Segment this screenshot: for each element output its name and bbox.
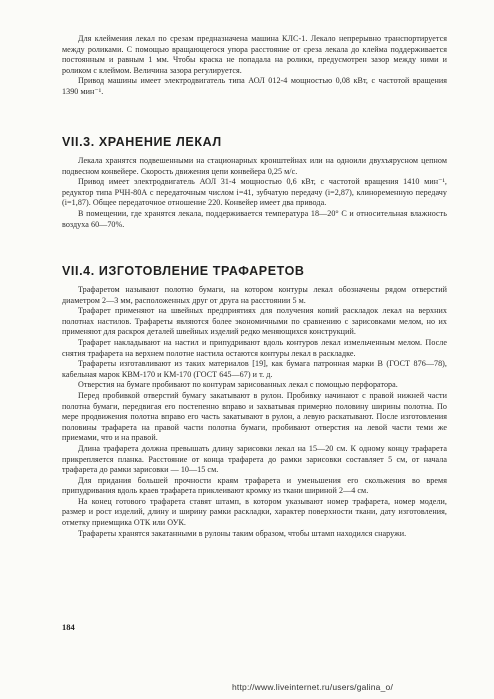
- section-title-storage: VII.3. ХРАНЕНИЕ ЛЕКАЛ: [62, 135, 222, 149]
- paragraph: Трафаретом называют полотно бумаги, на котором контуры лекал обозначены рядом отверстий диаметром 2—3 мм, расположенных друг от друга на расстоянии 5 м.: [62, 285, 447, 305]
- paragraph: Трафарет применяют на швейных предприятиях для получения копий раскладок лекал на верхних полотнах настилов. Трафареты являются более экономичными по сравнению с зарисовками мелом, но их применяют для раскроя деталей швейных изделий редко меняющихся конструкций.: [62, 306, 447, 337]
- paragraph: Трафарет накладывают на настил и припудривают вдоль контуров лекал измельченным мелом. После снятия трафарета на верхнем полотне настила остаются контуры лекал в раскладке.: [62, 337, 447, 358]
- paragraph: В помещении, где хранятся лекала, поддерживается температура 18—20° С и относительная влажность воздуха 60—70%.: [62, 208, 447, 229]
- page-number: 184: [62, 622, 75, 632]
- paragraph: Для клеймения лекал по срезам предназначена машина КЛС-1. Лекало непрерывно транспортируется между роликами. С помощью вращающегося упора расстояние от среза лекала до клейма поддерживается постоянным и равным 1 мм. Чтобы краска не попадала на ролики, предусмотрен зазор между ними и роликом с клеймом. Величина зазора регулируется.: [62, 34, 447, 75]
- section-heading: [62, 135, 447, 149]
- source-url[interactable]: http://www.liveinternet.ru/users/galina_o/: [232, 682, 394, 692]
- storage-section: [62, 156, 447, 230]
- paragraph: Привод машины имеет электродвигатель типа АОЛ 012-4 мощностью 0,08 кВт, с частотой вращения 1390 мин⁻¹.: [62, 76, 447, 96]
- paragraph: Для придания большей прочности краям трафарета и уменьшения его скольжения во время припудривания вдоль краев трафарета приклеивают кромку из ткани шириной 2—4 см.: [62, 475, 447, 496]
- top-text-block: [62, 34, 447, 98]
- paragraph: Перед пробивкой отверстий бумагу закатывают в рулон. Пробивку начинают с правой нижней части полотна бумаги, передвигая его постепенно вправо и захватывая примерно половину ширины полотна. По мере продвижения полотна вправо его часть закатывают в рулон, а левую раскатывают. После изготовления половины трафарета на правой части полотна бумаги, пробивают отверстия на левой части теми же приемами, что и на правой.: [62, 390, 447, 443]
- section-heading: [62, 264, 447, 278]
- paragraph: На конец готового трафарета ставят штамп, в котором указывают номер трафарета, номер модели, размер и рост изделий, длину и ширину рамки раскладки, характер поверхности ткани, дату изготовления, отметку приемщика ОТК или ОУК.: [62, 496, 447, 528]
- paragraph: Отверстия на бумаге пробивают по контурам зарисованных лекал с помощью перфоратора.: [78, 380, 398, 390]
- paragraph: Привод имеет электродвигатель АОЛ 31-4 мощностью 0,6 кВт, с частотой вращения 1410 мин⁻¹, редуктор типа РЧН-80А с передаточным числом i=41, зубчатую передачу (i=2,87), клиноременную передачу (i=1,87). Общее передаточное отношение 220. Конвейер имеет два привода.: [62, 177, 447, 208]
- paragraph: Трафареты изготавливают из таких материалов [19], как бумага патронная марки В (ГОСТ 876—78), кабельная марок КВМ-170 и КМ-170 (ГОСТ 645—67) и т. д.: [62, 359, 447, 379]
- paragraph: Трафареты хранятся закатанными в рулоны таким образом, чтобы штамп находился снаружи.: [78, 528, 407, 538]
- paragraph: Длина трафарета должна превышать длину зарисовки лекал на 15—20 см. К одному концу трафарета прикрепляется планка. Расстояние от конца трафарета до рамки зарисовки составляет 5 см, от начала трафарета до рамки зарисовки — 10—15 см.: [62, 443, 447, 475]
- stencils-section: [62, 285, 447, 539]
- section-title-stencils: VII.4. ИЗГОТОВЛЕНИЕ ТРАФАРЕТОВ: [62, 264, 305, 278]
- paragraph: Лекала хранятся подвешенными на стационарных кронштейнах или на одноили двухъярусном цепном подвесном конвейере. Скорость движения цепи конвейера 0,25 м/с.: [62, 156, 447, 176]
